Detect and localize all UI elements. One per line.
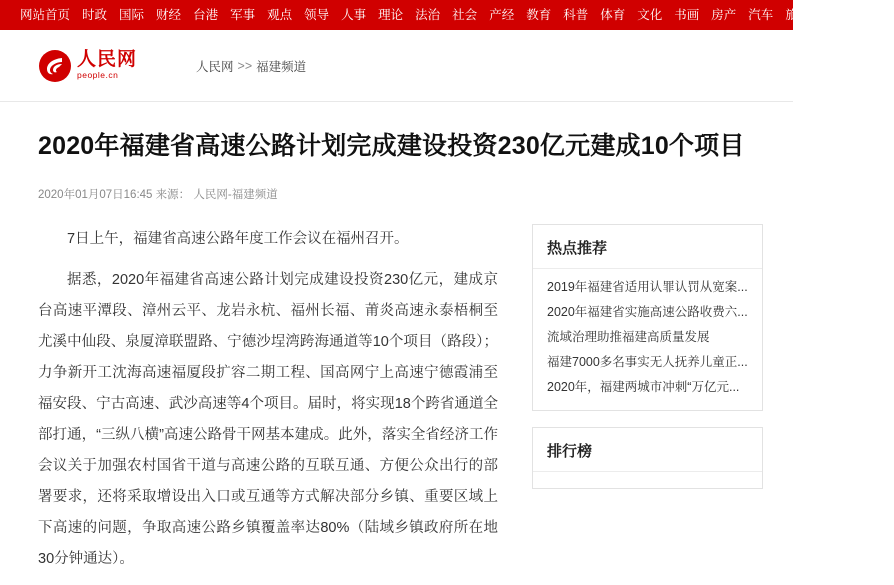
logo-text xyxy=(77,50,137,81)
article-meta xyxy=(38,186,755,202)
top-nav-account-links xyxy=(816,0,894,30)
ranking-list xyxy=(533,472,762,488)
page-content xyxy=(0,128,793,585)
nav-link-guandian[interactable]: 观点 xyxy=(267,8,293,22)
ranking-panel xyxy=(532,427,763,489)
people-cn-logo-icon xyxy=(38,49,72,83)
logo-text-en: people.cn xyxy=(77,70,119,80)
hot-recommend-panel xyxy=(532,224,763,411)
hot-recommend-list xyxy=(533,269,762,410)
breadcrumb-current[interactable]: 福建频道 xyxy=(256,59,307,74)
article-body xyxy=(38,224,508,585)
list-item[interactable]: 2019年福建省适用认罪认罚从宽案... xyxy=(547,280,748,294)
hot-recommend-title: 热点推荐 xyxy=(533,225,762,269)
source-label: 来源： xyxy=(155,189,191,201)
list-item[interactable]: 2020年，福建两城市冲刺“万亿元... xyxy=(547,380,740,394)
list-item[interactable]: 流域治理助推福建高质量发展 xyxy=(547,330,710,344)
login-link[interactable]: 登录 xyxy=(823,8,849,22)
nav-link-fangchan[interactable]: 房产 xyxy=(711,8,737,22)
list-item[interactable]: 福建7000多名事实无人抚养儿童正... xyxy=(547,355,748,369)
nav-link-junshi[interactable]: 军事 xyxy=(230,8,256,22)
nav-link-shehui[interactable]: 社会 xyxy=(452,8,478,22)
nav-link-tiyu[interactable]: 体育 xyxy=(600,8,626,22)
source-name: 人民网-福建频道 xyxy=(193,189,278,201)
nav-link-taigang[interactable]: 台港 xyxy=(193,8,219,22)
breadcrumb-separator: >> xyxy=(237,58,253,73)
nav-link-shuhua[interactable]: 书画 xyxy=(674,8,700,22)
nav-link-lvyou[interactable]: 旅游 xyxy=(785,8,811,22)
top-navigation-bar xyxy=(0,0,888,30)
nav-link-home[interactable]: 网站首页 xyxy=(20,8,71,22)
list-item[interactable]: 2020年福建省实施高速公路收费六... xyxy=(547,305,748,319)
nav-link-chanjing[interactable]: 产经 xyxy=(489,8,515,22)
ranking-title: 排行榜 xyxy=(533,428,762,472)
nav-link-lingdao[interactable]: 领导 xyxy=(304,8,330,22)
nav-link-fazhi[interactable]: 法治 xyxy=(415,8,441,22)
nav-link-jiaoyu[interactable]: 教育 xyxy=(526,8,552,22)
nav-link-renshi[interactable]: 人事 xyxy=(341,8,367,22)
top-nav-links xyxy=(14,0,816,30)
nav-link-kepu[interactable]: 科普 xyxy=(563,8,589,22)
page-title: 2020年福建省高速公路计划完成建设投资230亿元建成10个项目 xyxy=(38,132,745,160)
article-paragraph: 据悉，2020年福建省高速公路计划完成建设投资230亿元，建成京台高速平潭段、漳州云平、龙岩永杭、福州长福、莆炎高速永泰梧桐至尤溪中仙段、泉厦漳联盟路、宁德沙埕湾跨海通道等10个项目（路段）；力争新开工沈海高速福厦段扩容二期工程、国高网宁上高速宁德霞浦至福安段、宁古高速、武沙高速等4个项目。届时，将实现18个跨省通道全部打通，“三纵八横”高速公路骨干网基本建成。此外，落实全省经济工作会议关于加强农村国省干道与高速公路的互联互通、方便公众出行的部署要求，还将采取增设出入口或互通等方式解决部分乡镇、重要区域上下高速的问题，争取高速公路乡镇覆盖率达80%（陆域乡镇政府所在地30分钟通达）。 xyxy=(38,272,498,567)
nav-link-lilun[interactable]: 理论 xyxy=(378,8,404,22)
nav-link-qiche[interactable]: 汽车 xyxy=(748,8,774,22)
nav-link-shizheng[interactable]: 时政 xyxy=(82,8,108,22)
breadcrumb xyxy=(196,57,306,75)
nav-link-caijing[interactable]: 财经 xyxy=(156,8,182,22)
publish-date: 2020年01月07日16:45 xyxy=(38,189,153,201)
sidebar xyxy=(532,224,763,505)
logo-text-cn: 人民网 xyxy=(77,49,138,70)
site-logo[interactable] xyxy=(38,49,156,83)
article-paragraph: 7日上午，福建省高速公路年度工作会议在福州召开。 xyxy=(67,231,409,247)
site-header xyxy=(0,30,793,102)
nav-link-wenhua[interactable]: 文化 xyxy=(637,8,663,22)
nav-link-guoji[interactable]: 国际 xyxy=(119,8,145,22)
register-link[interactable]: 注册 xyxy=(862,8,888,22)
breadcrumb-home[interactable]: 人民网 xyxy=(196,59,234,74)
content-columns xyxy=(38,224,755,585)
